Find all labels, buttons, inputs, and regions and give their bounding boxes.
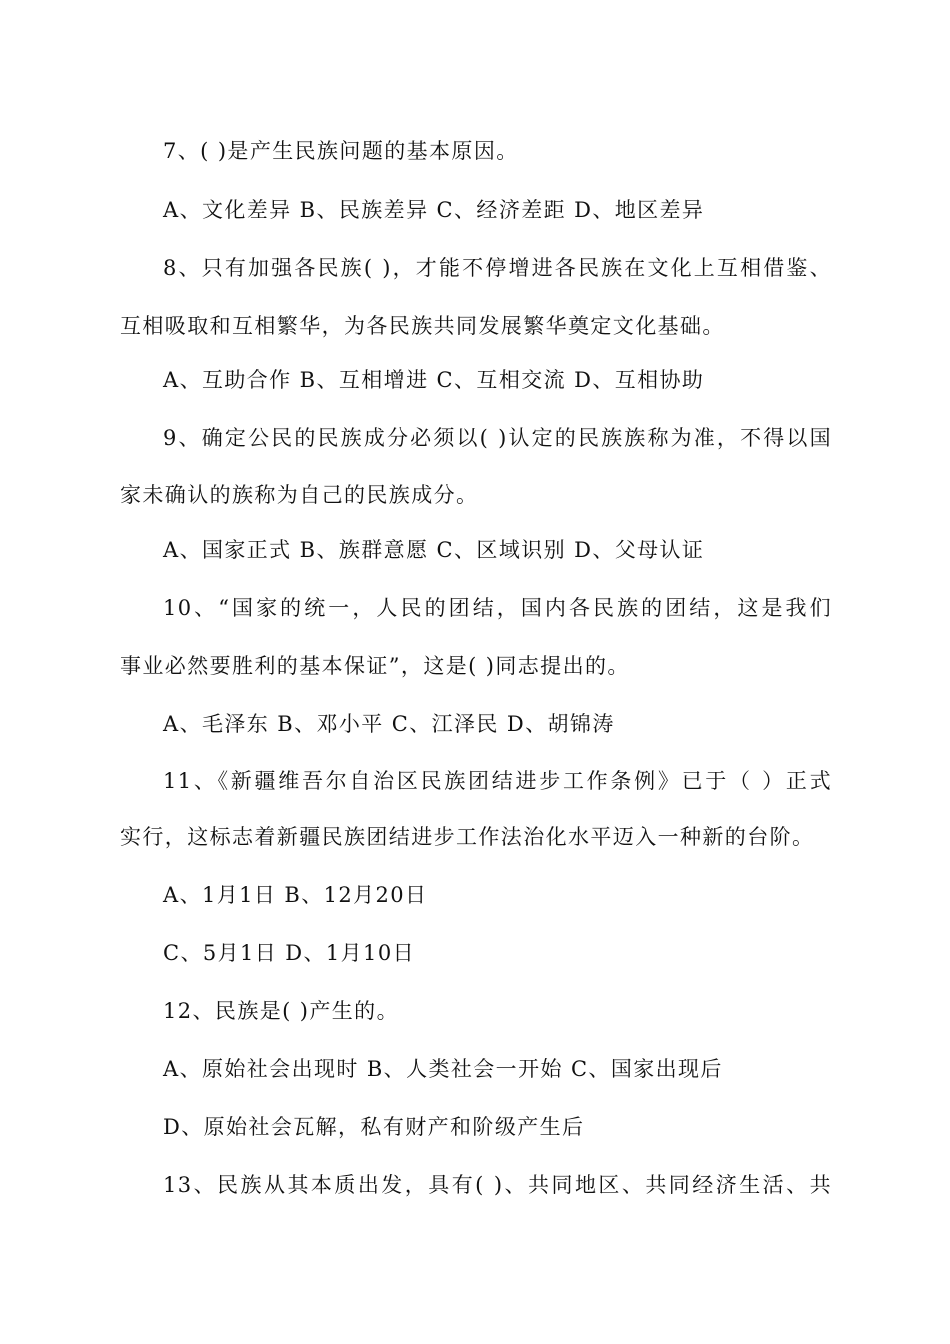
question-8-stem-line1: 8、只有加强各民族( )，才能不停增进各民族在文化上互相借鉴、 — [163, 256, 832, 280]
question-12-options-line2: D、原始社会瓦解，私有财产和阶级产生后 — [163, 1115, 585, 1139]
question-9-stem-line1: 9、确定公民的民族成分必须以( )认定的民族族称为准，不得以国 — [163, 426, 832, 450]
question-12-stem: 12、民族是( )产生的。 — [163, 999, 399, 1023]
question-10-stem-line2: 事业必然要胜利的基本保证”，这是( )同志提出的。 — [120, 654, 630, 678]
question-7-stem: 7、( )是产生民族问题的基本原因。 — [163, 139, 519, 163]
question-8-stem-line2: 互相吸取和互相繁华，为各民族共同发展繁华奠定文化基础。 — [120, 314, 725, 338]
question-7-options: A、文化差异 B、民族差异 C、经济差距 D、地区差异 — [163, 198, 705, 222]
question-13-stem-line1: 13、民族从其本质出发，具有( )、共同地区、共同经济生活、共 — [163, 1173, 832, 1197]
question-10-stem-line1: 10、“国家的统一，人民的团结，国内各民族的团结，这是我们 — [163, 596, 832, 620]
question-8-options: A、互助合作 B、互相增进 C、互相交流 D、互相协助 — [163, 368, 705, 392]
question-11-stem-line1: 11、《新疆维吾尔自治区民族团结进步工作条例》已于（ ）正式 — [163, 769, 832, 793]
question-11-stem-line2: 实行，这标志着新疆民族团结进步工作法治化水平迈入一种新的台阶。 — [120, 825, 815, 849]
question-9-options: A、国家正式 B、族群意愿 C、区域识别 D、父母认证 — [163, 538, 705, 562]
question-9-stem-line2: 家未确认的族称为自己的民族成分。 — [120, 483, 479, 507]
question-12-options-line1: A、原始社会出现时 B、人类社会一开始 C、国家出现后 — [163, 1057, 723, 1081]
question-11-options-line2: C、5月1日 D、1月10日 — [163, 941, 415, 965]
question-11-options-line1: A、1月1日 B、12月20日 — [163, 883, 428, 907]
question-10-options: A、毛泽东 B、邓小平 C、江泽民 D、胡锦涛 — [163, 712, 615, 736]
